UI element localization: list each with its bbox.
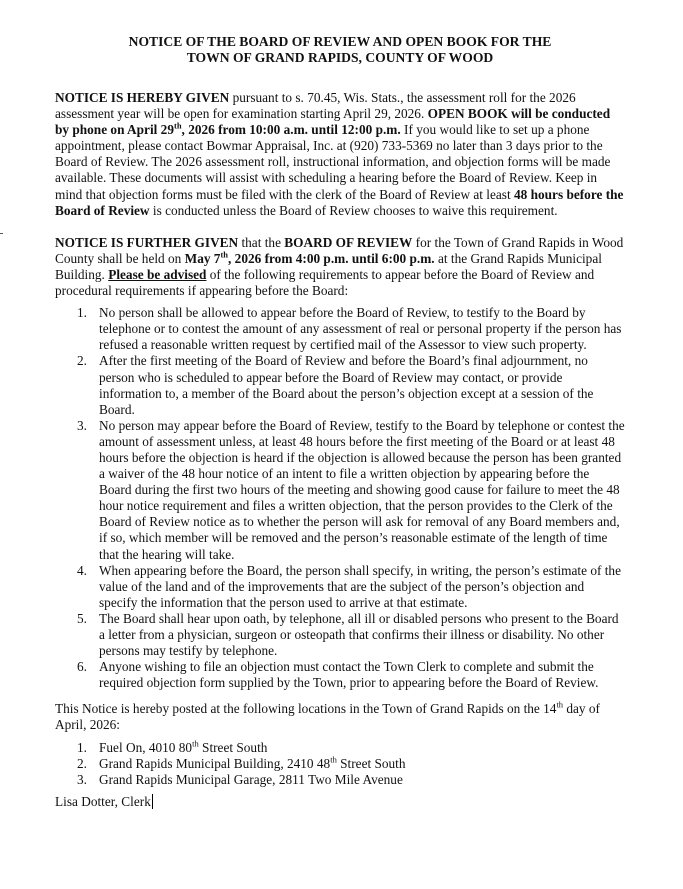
paragraph-text: at the Grand Rapids Municipal Building.: [55, 250, 602, 282]
signature-line[interactable]: [55, 794, 625, 810]
open-book-text: OPEN BOOK will be conducted by phone on April 29: [55, 106, 611, 138]
superscript: th: [556, 699, 564, 710]
text-cursor: [152, 794, 153, 809]
superscript: th: [173, 120, 182, 131]
location-item: [55, 740, 625, 756]
item-number: 1.: [77, 305, 87, 321]
location-text: Grand Rapids Municipal Garage, 2811 Two Mile Avenue: [99, 771, 403, 787]
document-title: [55, 34, 625, 66]
superscript: th: [192, 738, 199, 749]
location-item: [55, 756, 625, 772]
title-line-2: TOWN OF GRAND RAPIDS, COUNTY OF WOOD: [186, 50, 494, 65]
hours-bold: 48 hours before the Board of Review: [55, 186, 624, 218]
item-text: No person may appear before the Board of Review, testify to the Board by telephone or contest the amount of assessment unless, at least 48 hours before the first meeting of the Board or at least 48 hours before the objection is heard if the objection is allowed because the person has been granted a waiver of the 48 hour notice of an intent to file a written objection by appearing before the Board during the first two hours of the meeting and showing good cause for failure to meet the 48 hour notice requirement and files a written objection, that the person provides to the Clerk of the Board of Review notice as to whether the person will ask for removal of any Board members and, if so, which member will be removed and the person’s reasonable estimate of the length of time that the hearing will take.: [99, 417, 625, 562]
item-text: Anyone wishing to file an objection must contact the Town Clerk to complete and submit the required objection form supplied by the Town, prior to appearing before the Board of Review.: [99, 659, 599, 691]
item-text: No person shall be allowed to appear before the Board of Review, to testify to the Board by telephone or to contest the amount of any assessment of real or personal property if the person has refused a reasonable written request by certified mail of the Assessor to view such property.: [99, 305, 622, 353]
locations-list: [55, 740, 625, 788]
item-text: When appearing before the Board, the person shall specify, in writing, the person’s estimate of the value of the land and of the improvements that are the subject of the person’s objection and specify the information that the person used to arrive at that estimate.: [99, 562, 621, 610]
lead-bold: NOTICE IS FURTHER GIVEN: [55, 234, 239, 250]
paragraph-text: of the following requirements to appear before the Board of Review and procedural requirements if appearing before the Board:: [55, 266, 595, 299]
paragraph-text: If you would like to set up a phone appointment, please contact Bowmar Appraisal, Inc. at (920) 733-5369 no later than 3 days prior to the Board of Review. The 2026 assessment roll, instructional information, and objection forms will be made available. These documents will assist with scheduling a hearing before the Board of Review. Keep in mind that objection forms must be filed with the clerk of the Board of Review at least: [55, 122, 611, 202]
posted-text: day of April, 2026:: [55, 701, 600, 733]
margin-mark: [0, 233, 3, 234]
notice-hereby-given-paragraph: [55, 90, 625, 219]
lead-bold: NOTICE IS HEREBY GIVEN: [55, 90, 230, 105]
item-text: After the first meeting of the Board of Review and before the Board’s final adjournment, no person who is scheduled to appear before the Board of Review may contact, or provide information to, a member of the Board about the person’s objection except at a session of the Board.: [99, 353, 594, 417]
date-text: May 7: [184, 250, 221, 266]
location-text: Street South: [198, 739, 268, 755]
superscript: th: [330, 754, 337, 765]
item-number: 3.: [77, 771, 87, 787]
item-text: The Board shall hear upon oath, by telephone, all ill or disabled persons who present to the Board a letter from a physician, surgeon or osteopath that confirms their illness or disability. No other persons may testify by telephone.: [99, 610, 619, 659]
paragraph-text: for the Town of Grand Rapids in Wood County shall be held on: [55, 234, 624, 266]
posted-paragraph: [55, 701, 625, 733]
location-text: Fuel On, 4010 80: [99, 739, 193, 755]
superscript: th: [220, 249, 229, 260]
location-text: Grand Rapids Municipal Building, 2410 48: [99, 755, 331, 771]
notice-further-given-paragraph: [55, 235, 625, 299]
item-number: 6.: [77, 659, 87, 675]
requirement-item: [55, 418, 625, 563]
signature-text: Lisa Dotter, Clerk: [55, 793, 151, 809]
item-number: 1.: [77, 739, 87, 755]
location-item: [55, 772, 625, 788]
paragraph-text: that the: [238, 234, 285, 250]
board-of-review-bold: BOARD OF REVIEW: [284, 234, 413, 250]
item-number: 4.: [77, 562, 87, 578]
title-line-1: NOTICE OF THE BOARD OF REVIEW AND OPEN BOOK FOR THE: [128, 34, 552, 49]
date-bold: [185, 251, 435, 266]
item-number: 2.: [77, 353, 87, 369]
requirements-list: [55, 305, 625, 691]
item-number: 2.: [77, 755, 87, 771]
document-page: [55, 34, 625, 810]
requirement-item: [55, 353, 625, 417]
posted-text: This Notice is hereby posted at the following locations in the Town of Grand Rapids on the 14: [55, 701, 557, 717]
requirement-item: [55, 611, 625, 659]
requirement-item: [55, 659, 625, 691]
location-text: Street South: [336, 755, 406, 771]
date-time: , 2026 from 4:00 p.m. until 6:00 p.m.: [228, 250, 435, 266]
item-number: 3.: [77, 417, 87, 433]
please-be-advised: Please be advised: [108, 266, 207, 282]
open-book-time: , 2026 from 10:00 a.m. until 12:00 p.m.: [181, 122, 401, 138]
requirement-item: [55, 563, 625, 611]
paragraph-text: pursuant to s. 70.45, Wis. Stats., the assessment roll for the 2026 assessment year will be open for examination starting April 29, 2026.: [55, 90, 576, 122]
requirement-item: [55, 305, 625, 353]
paragraph-text: is conducted unless the Board of Review chooses to waive this requirement.: [149, 202, 558, 218]
item-number: 5.: [77, 610, 87, 626]
